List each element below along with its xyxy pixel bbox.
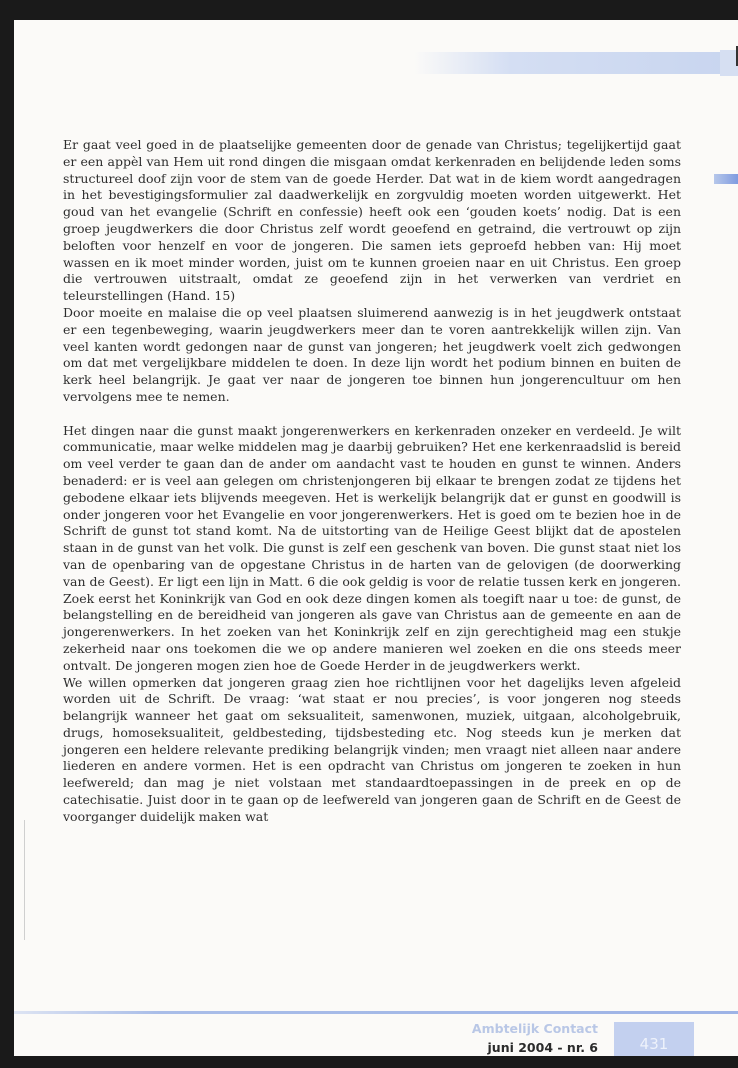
paragraph-1: Er gaat veel goed in de plaatselijke gemeenten door de genade van Christus; tegelijkertijd gaat er een appèl van Hem uit rond dingen die misgaan omdat kerkenraden en belijdende leden soms structureel doof zijn voor de stem van de goede Herder. Dat wat in de kiem wordt aangedragen in het bevestigingsformulier zal daadwerkelijk en zorgvuldig moeten worden uitgewerkt. Het goud van het evangelie (Schrift en confessie) heeft ook een ‘gouden koets’ nodig. Dat is een groep jeugdwerkers die door Christus zelf wordt geoefend en getraind, die vertrouwt op zijn beloften voor henzelf en voor de jongeren. Die samen iets geproefd hebben van: Hij moet wassen en ik moet minder worden, juist om te kunnen groeien naar en uit Christus. Een groep die vertrouwen uitstraalt, omdat ze geoefend zijn in het verwerken van verdriet en teleurstellingen (Hand. 15) [63,137,681,304]
margin-color-marker [714,174,738,184]
paragraph-3: Het dingen naar die gunst maakt jongerenwerkers en kerkenraden onzeker en verdeeld. Je wilt communicatie, maar welke middelen mag je daarbij gebruiken? Het ene kerkenraadslid is bereid om veel verder te gaan dan de ander om aandacht vast te houden en gunst te winnen. Anders benaderd: er is veel aan gelegen om christenjongeren bij elkaar te brengen zodat ze tijdens het gebodene elkaar iets blijvends meegeven. Het is werkelijk belangrijk dat er gunst en goodwill is onder jongeren voor het Evangelie en voor jongerenwerkers. Het is goed om te bezien hoe in de Schrift de gunst tot stand komt. Na de uitstorting van de Heilige Geest blijkt dat de apostelen staan in de gunst van het volk. Die gunst is zelf een geschenk van boven. Die gunst staat niet los van de openbaring van de opgestane Christus in de harten van de gelovigen (de doorwerking van de Geest). Er ligt een lijn in Matt. 6 die ook geldig is voor de relatie tussen kerk en jongeren. Zoek eerst het Koninkrijk van God en ook deze dingen komen als toegift naar u toe: de gunst, de belangstelling en de bereidheid van jongeren als gave van Christus aan de gemeente en aan de jongerenwerkers. In het zoeken van het Koninkrijk zelf en zijn gerechtigheid mag een stukje zekerheid naar ons toekomen die we op andere manieren wel zoeken en die ons steeds meer ontvalt. De jongeren mogen zien hoe de Goede Herder in de jeugdwerkers werkt. [63,422,681,673]
paragraph-4: We willen opmerken dat jongeren graag zien hoe richtlijnen voor het dagelijks leven afgeleid worden uit de Schrift. De vraag: ‘wat staat er nou precies’, is voor jongeren nog steeds belangrijk wanneer het gaat om seksualiteit, samenwonen, muziek, uitgaan, alcoholgebruik, drugs, homoseksualiteit, geldbesteding, tijdsbesteding etc. Nog steeds kun je merken dat jongeren een heldere relevante prediking belangrijk vinden; men vraagt niet alleen naar andere liederen en andere vormen. Het is een opdracht van Christus om jongeren te zoeken in hun leefwereld; dan mag je niet volstaan met standaardtoepassingen in de preek en op de catechisatie. Juist door in te gaan op de leefwereld van jongeren gaan de Schrift en de Geest de voorganger duidelijk maken wat [63,674,681,824]
publication-info [472,1020,598,1056]
margin-line [24,820,25,940]
header-color-band [414,52,738,74]
paragraph-2: Door moeite en malaise die op veel plaatsen sluimerend aanwezig is in het jeugdwerk ontstaat er een tegenbeweging, waarin jeugdwerkers meer dan te voren aantrekkelijk willen zijn. Van veel kanten wordt gedongen naar de gunst van jongeren; het jeugdwerk voelt zich gedwongen om dat met vergelijkbare middelen te doen. In deze lijn wordt het podium binnen en buiten de kerk heel belangrijk. Je gaat ver naar de jongeren toe binnen hun jongerencultuur om hen vervolgens mee te nemen. [63,304,681,404]
footer-rule [14,1011,738,1014]
page-number: 431 [614,1022,694,1056]
publication-name: Ambtelijk Contact [471,1021,598,1036]
article-body [63,137,681,826]
issue-date: juni 2004 - nr. 6 [487,1040,598,1055]
page [14,20,738,1056]
